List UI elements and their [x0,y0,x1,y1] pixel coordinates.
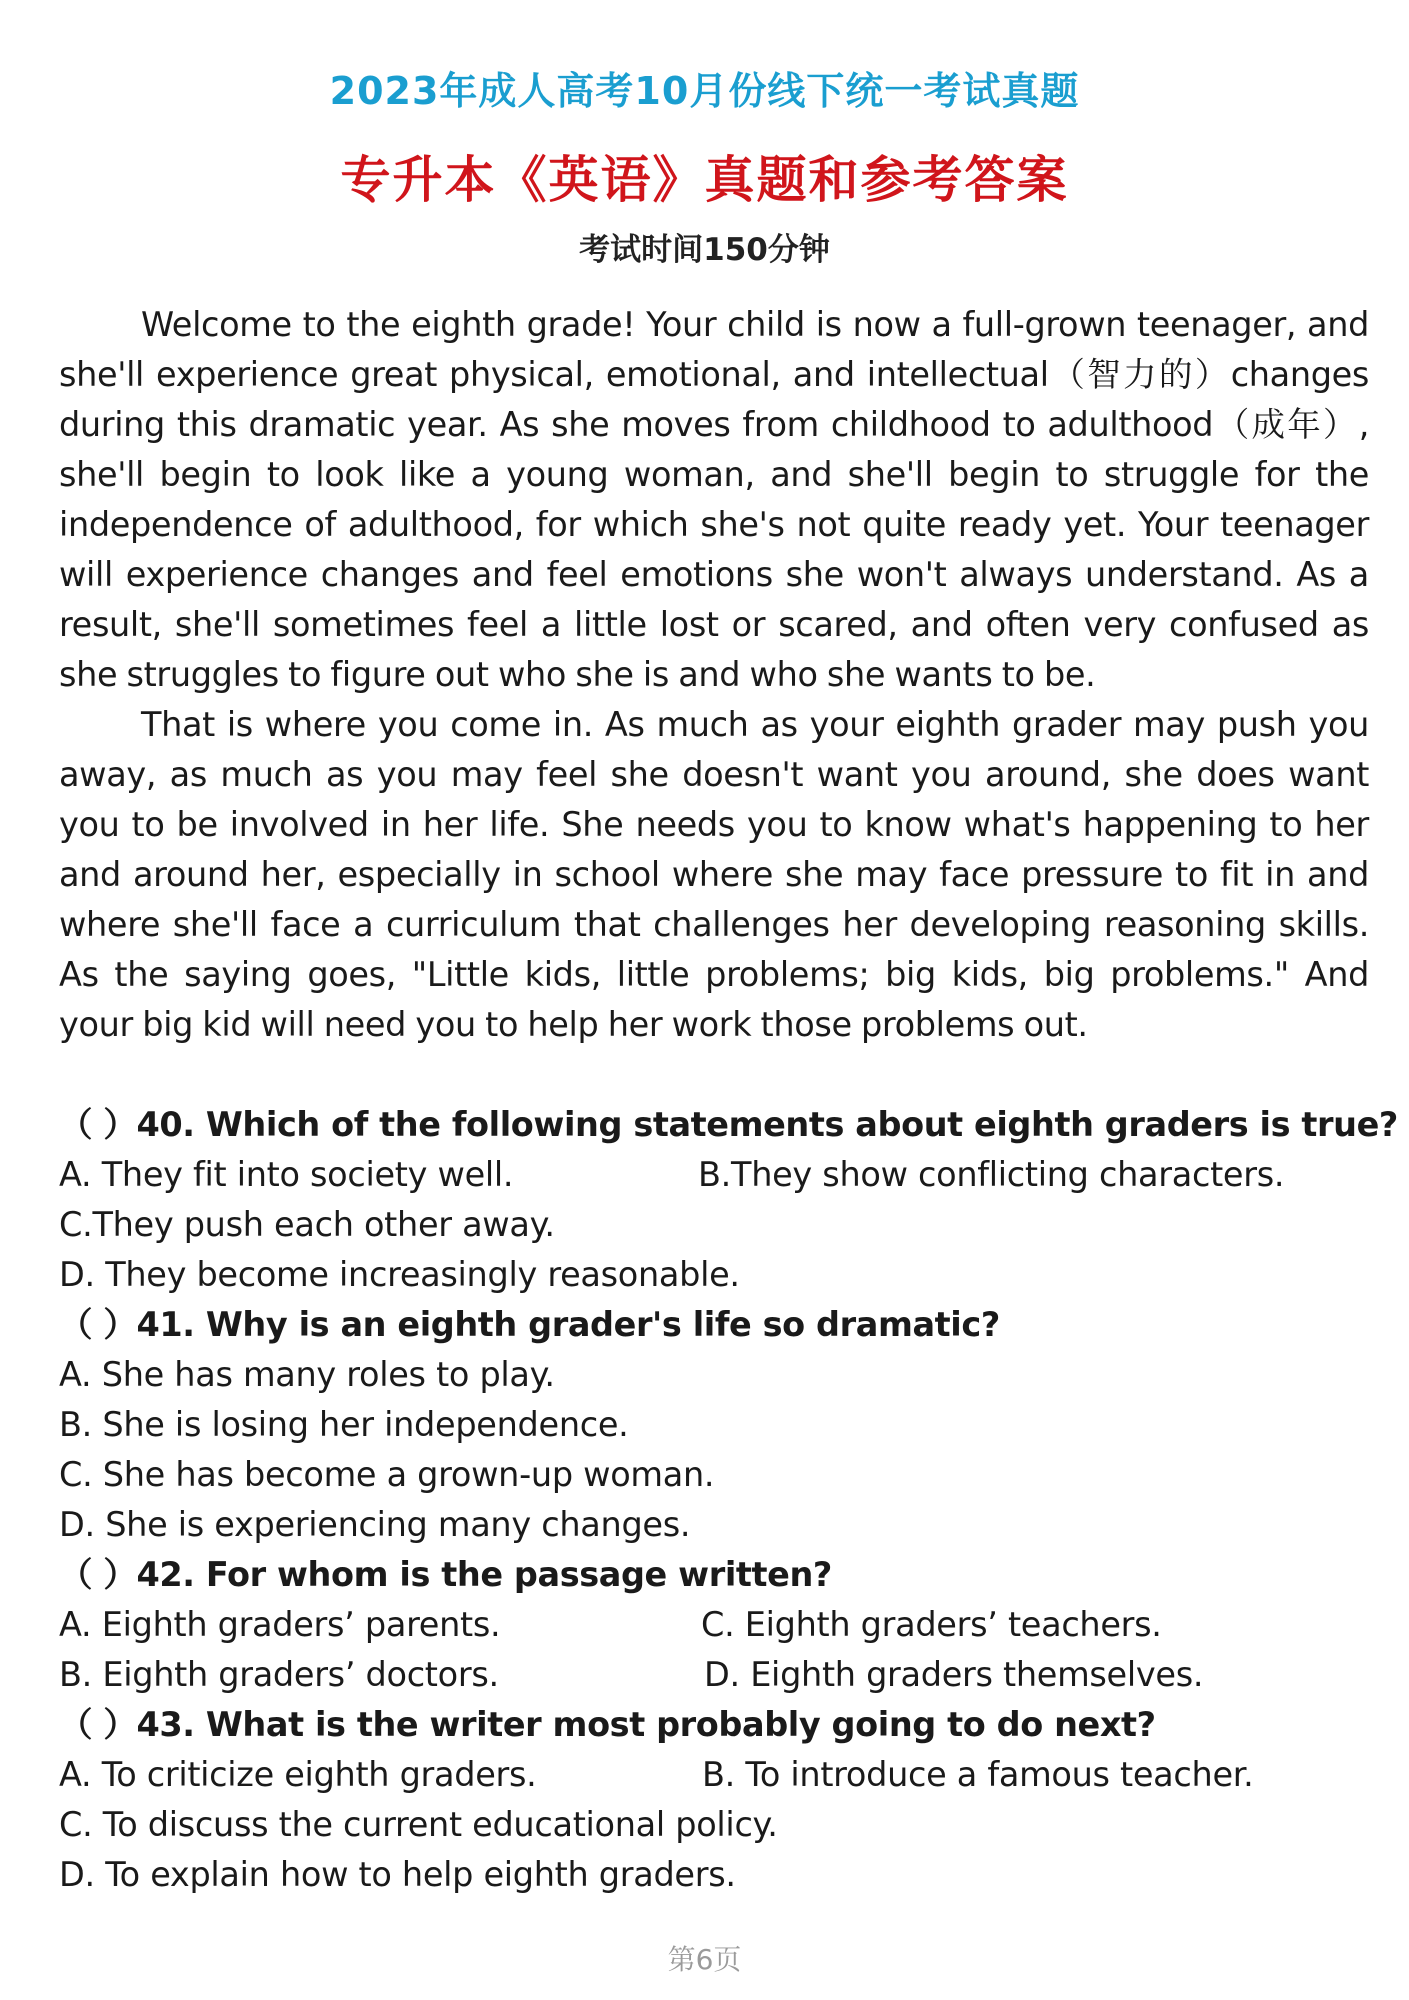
question-43-option-b: B. To introduce a famous teacher. [702,1755,1254,1794]
question-42-option-a: A. Eighth graders’ parents. [59,1605,501,1644]
question-43-option-d: D. To explain how to help eighth graders. [59,1855,736,1894]
question-41-option-d: D. She is experiencing many changes. [59,1505,691,1544]
question-40-option-a: A. They fit into society well. [59,1155,514,1194]
question-42-options-row-1 [59,1600,1369,1650]
passage-paragraph-1: Welcome to the eighth grade! Your child is now a full-grown teenager, and she'll experience great physical, emotional, and intellectual（智力的）changes during this dramatic year. As she moves from childhood to adulthood（成年）, she'll begin to look like a young woman, and she'll begin to struggle for the independence of adulthood, for which she's not quite ready yet. Your teenager will experience changes and feel emotions she won't always understand. As a result, she'll sometimes feel a little lost or scared, and often very confused as she struggles to figure out who she is and who she wants to be. [59,305,1369,694]
question-40-option-d: D. They become increasingly reasonable. [59,1255,740,1294]
question-41-option-c: C. She has become a grown-up woman. [59,1455,715,1494]
question-41-option-a: A. She has many roles to play. [59,1355,555,1394]
page-number: 第6页 [667,1943,742,1976]
question-42-option-d: D. Eighth graders themselves. [704,1655,1204,1694]
exam-subtitle: 专升本《英语》真题和参考答案 [340,151,1069,209]
exam-duration: 考试时间150分钟 [579,232,830,268]
question-43-stem: （ ）43. What is the writer most probably going to do next? [59,1705,1156,1744]
question-40-option-b: B.They show conflicting characters. [698,1155,1285,1194]
question-42-options-row-2 [59,1650,1369,1700]
question-43-options-row-1 [59,1750,1369,1800]
question-41-stem: （ ）41. Why is an eighth grader's life so dramatic? [59,1305,1000,1344]
question-42-option-b: B. Eighth graders’ doctors. [59,1655,499,1694]
question-41-option-b: B. She is losing her independence. [59,1405,629,1444]
exam-title: 2023年成人高考10月份线下统一考试真题 [329,69,1080,113]
question-42-stem: （ ）42. For whom is the passage written? [59,1555,832,1594]
question-40-option-c: C.They push each other away. [59,1205,555,1244]
question-40-stem: （ ）40. Which of the following statements about eighth graders is true? [59,1105,1398,1144]
question-43-option-c: C. To discuss the current educational policy. [59,1805,778,1844]
question-42-option-c: C. Eighth graders’ teachers. [701,1605,1162,1644]
question-40-options-row-1 [59,1150,1369,1200]
question-list [59,1100,1398,1900]
question-43-option-a: A. To criticize eighth graders. [59,1755,537,1794]
reading-passage [59,300,1369,1050]
passage-paragraph-2: That is where you come in. As much as your eighth grader may push you away, as much as you may feel she doesn't want you around, she does want you to be involved in her life. She needs you to know what's happening to her and around her, especially in school where she may face pressure to fit in and where she'll face a curriculum that challenges her developing reasoning skills. As the saying goes, "Little kids, little problems; big kids, big problems." And your big kid will need you to help her work those problems out. [59,705,1369,1044]
